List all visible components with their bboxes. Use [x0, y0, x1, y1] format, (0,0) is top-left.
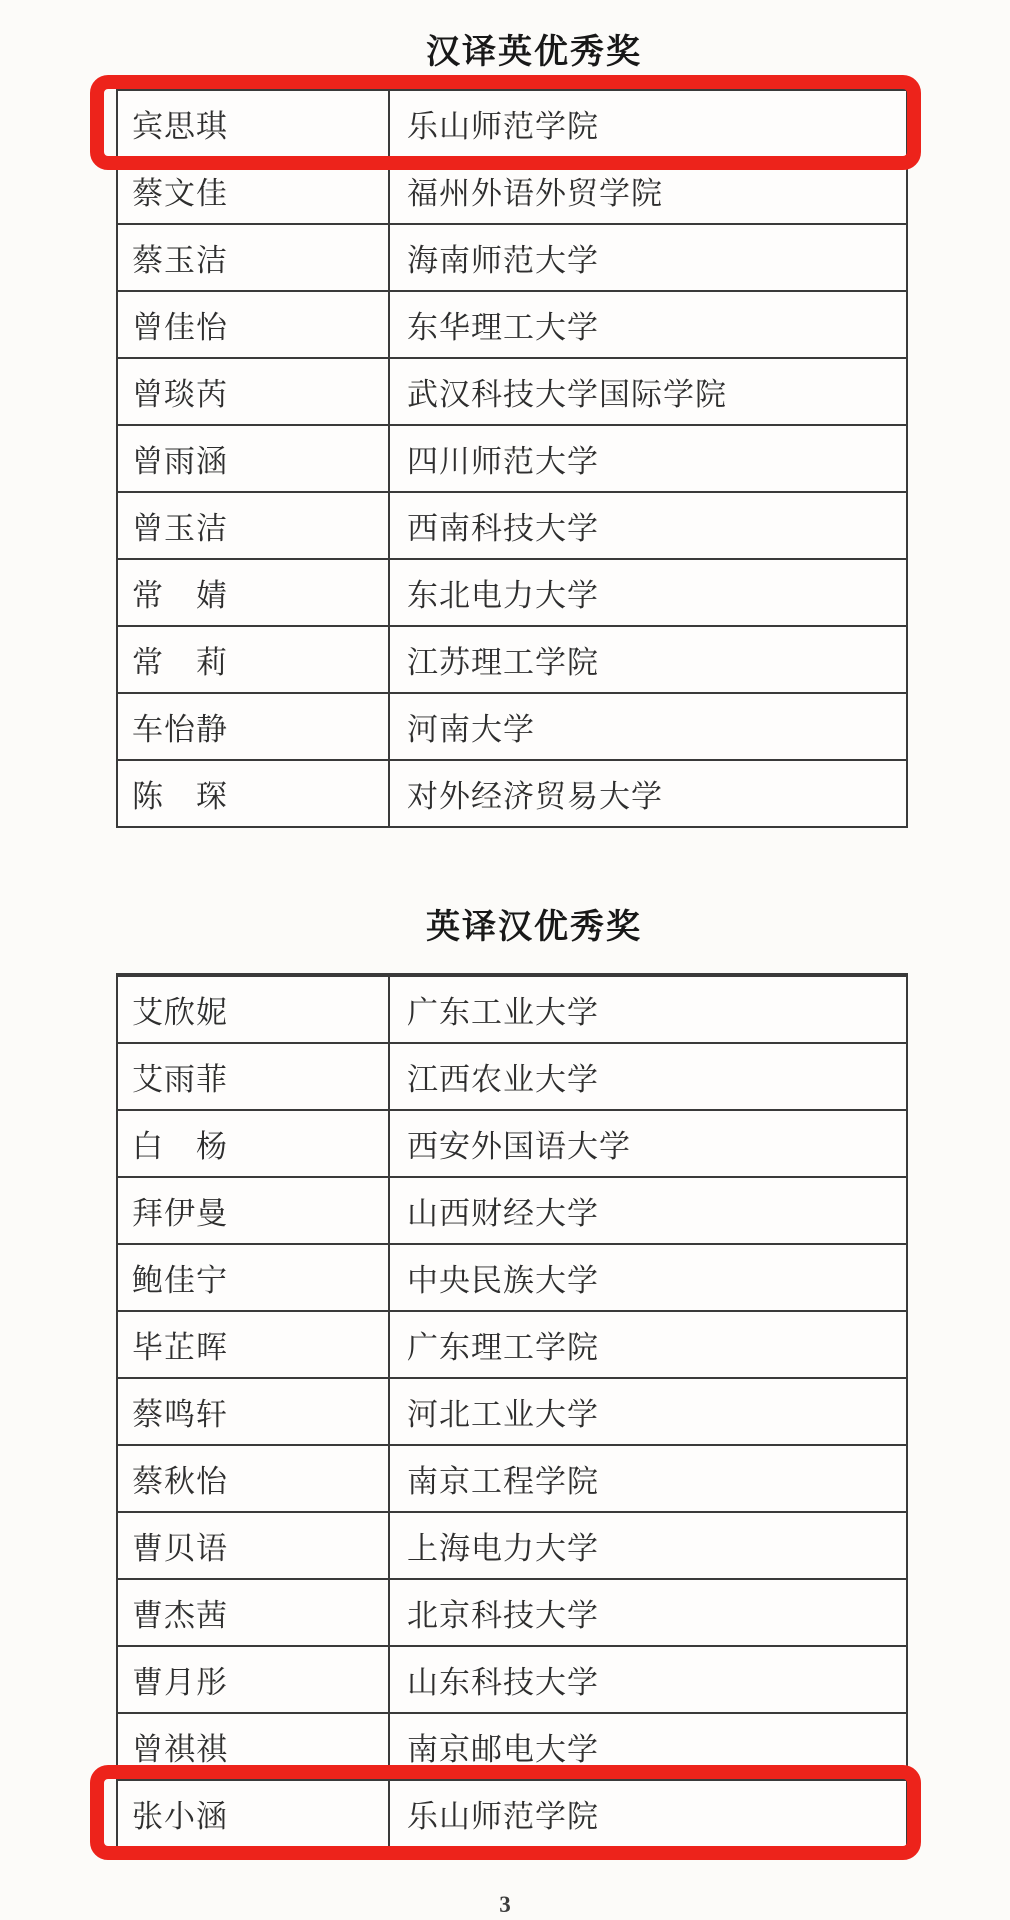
award-table-en-to-han: [116, 973, 908, 1848]
table-row: [118, 1511, 906, 1578]
winner-name-cell: 宾思琪: [118, 91, 390, 156]
winner-name-cell: 曹贝语: [118, 1513, 390, 1578]
winner-school-cell: 乐山师范学院: [407, 109, 599, 144]
winner-name-cell: 曹月彤: [118, 1647, 390, 1712]
table-row: [118, 1578, 906, 1645]
winner-name-cell: 蔡玉洁: [118, 225, 390, 290]
winner-name-cell: 曾祺祺: [118, 1714, 390, 1779]
winner-school-cell: 江西农业大学: [407, 1062, 599, 1097]
winner-school-cell: 乐山师范学院: [407, 1799, 599, 1834]
winner-name-cell: 曾玉洁: [118, 493, 390, 558]
table-row: [118, 1176, 906, 1243]
winner-name-cell: 陈 琛: [118, 761, 390, 826]
winner-name-cell: 拜伊曼: [118, 1178, 390, 1243]
winner-school-cell: 四川师范大学: [407, 444, 599, 479]
table-row: [118, 1377, 906, 1444]
table-row: [118, 1042, 906, 1109]
table-row: [118, 491, 906, 558]
table-row: [118, 1444, 906, 1511]
table-row: [118, 1645, 906, 1712]
winner-school-cell: 山东科技大学: [407, 1665, 599, 1700]
winner-name-cell: 蔡文佳: [118, 158, 390, 223]
winner-school-cell: 西安外国语大学: [407, 1129, 631, 1164]
winner-name-cell: 毕芷晖: [118, 1312, 390, 1377]
table-row: [118, 1310, 906, 1377]
table-row: [118, 759, 906, 826]
section-title-han-to-en: 汉译英优秀奖: [426, 34, 642, 71]
winner-school-cell: 南京邮电大学: [407, 1732, 599, 1767]
winner-school-cell: 西南科技大学: [407, 511, 599, 546]
winner-school-cell: 上海电力大学: [407, 1531, 599, 1566]
table-row: [118, 357, 906, 424]
winner-name-cell: 曾雨涵: [118, 426, 390, 491]
winner-name-cell: 艾雨菲: [118, 1044, 390, 1109]
winner-name-cell: 艾欣妮: [118, 977, 390, 1042]
winner-school-cell: 北京科技大学: [407, 1598, 599, 1633]
winner-name-cell: 蔡鸣轩: [118, 1379, 390, 1444]
winner-school-cell: 河北工业大学: [407, 1397, 599, 1432]
table-row: [118, 1712, 906, 1779]
table-row: [118, 290, 906, 357]
winner-school-cell: 东华理工大学: [407, 310, 599, 345]
winner-school-cell: 山西财经大学: [407, 1196, 599, 1231]
winner-name-cell: 常 婧: [118, 560, 390, 625]
winner-school-cell: 中央民族大学: [407, 1263, 599, 1298]
winner-school-cell: 福州外语外贸学院: [407, 176, 663, 211]
winner-name-cell: 张小涵: [118, 1781, 390, 1846]
section-title-en-to-han: 英译汉优秀奖: [426, 909, 642, 946]
winner-name-cell: 曹杰茜: [118, 1580, 390, 1645]
winner-name-cell: 白 杨: [118, 1111, 390, 1176]
winner-school-cell: 武汉科技大学国际学院: [407, 377, 727, 412]
table-row: [118, 223, 906, 290]
winner-name-cell: 车怡静: [118, 694, 390, 759]
winner-name-cell: 鲍佳宁: [118, 1245, 390, 1310]
table-row: [118, 692, 906, 759]
table-row: [118, 89, 906, 156]
table-row: [118, 156, 906, 223]
winner-name-cell: 蔡秋怡: [118, 1446, 390, 1511]
winner-school-cell: 江苏理工学院: [407, 645, 599, 680]
winner-name-cell: 常 莉: [118, 627, 390, 692]
winner-school-cell: 河南大学: [407, 712, 535, 747]
table-row: [118, 1109, 906, 1176]
winner-school-cell: 广东工业大学: [407, 995, 599, 1030]
table-row: [118, 424, 906, 491]
table-row: [118, 1243, 906, 1310]
winner-school-cell: 海南师范大学: [407, 243, 599, 278]
winner-school-cell: 东北电力大学: [407, 578, 599, 613]
table-row: [118, 1779, 906, 1846]
winner-school-cell: 广东理工学院: [407, 1330, 599, 1365]
page-number: 3: [499, 1892, 511, 1917]
winner-school-cell: 对外经济贸易大学: [407, 779, 663, 814]
winner-name-cell: 曾琰芮: [118, 359, 390, 424]
table-row: [118, 625, 906, 692]
table-row: [118, 975, 906, 1042]
winner-school-cell: 南京工程学院: [407, 1464, 599, 1499]
winner-name-cell: 曾佳怡: [118, 292, 390, 357]
award-table-han-to-en: [116, 87, 908, 828]
table-row: [118, 558, 906, 625]
